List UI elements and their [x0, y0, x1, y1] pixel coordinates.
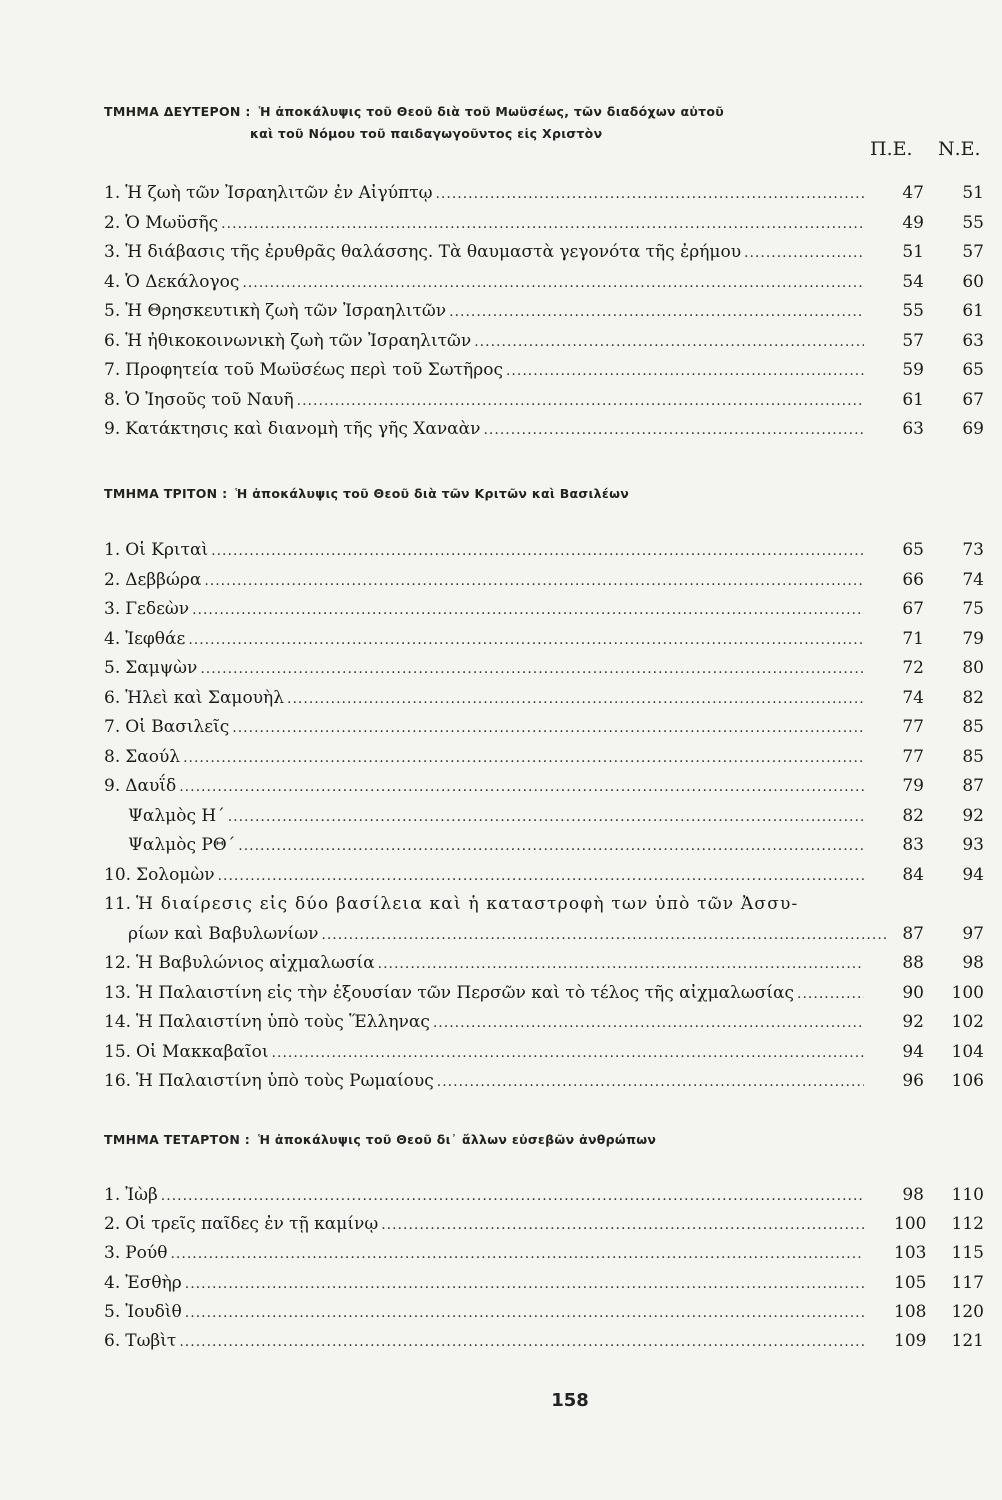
toc-entry: [104, 298, 984, 324]
page-ne: 80: [962, 658, 984, 678]
page-ne: 93: [962, 835, 984, 855]
toc-entry: [104, 1328, 984, 1354]
dot-leader: [204, 568, 864, 594]
dot-leader: [449, 299, 864, 325]
dot-leader: [433, 1010, 864, 1036]
page-ne: 63: [962, 330, 984, 351]
dot-leader: [297, 388, 864, 414]
entry-title: Κατάκτησις καὶ διανομὴ τῆς γῆς Χαναὰν: [125, 419, 481, 439]
page-pe: 82: [902, 805, 924, 826]
toc-entry: [104, 269, 984, 295]
entry-title: Ἡ ἠθικοκοινωνικὴ ζωὴ τῶν Ἰσραηλιτῶν: [125, 330, 472, 351]
dot-leader: [218, 863, 864, 889]
entry-number: 8.: [104, 389, 121, 410]
page-pe: 55: [902, 301, 924, 321]
page-pe: 59: [902, 360, 924, 380]
toc-entry: [104, 357, 984, 383]
entry-number: 5.: [104, 658, 121, 678]
toc-entry: [104, 1068, 984, 1094]
page-pe: 105: [894, 1272, 927, 1293]
entry-number: 2.: [104, 569, 121, 590]
entry-number: 13.: [104, 982, 132, 1003]
section-2-label: ΤΜΗΜΑ ΔΕΥΤΕΡΟΝ :: [104, 104, 251, 119]
column-header-pe: Π.Ε.: [870, 138, 913, 160]
page-ne: 61: [962, 301, 984, 321]
page-pe: 100: [894, 1214, 927, 1235]
dot-leader: [435, 181, 864, 207]
page-pe: 49: [902, 212, 924, 233]
entry-number: 9.: [104, 776, 121, 796]
entry-number: 5.: [104, 301, 121, 321]
entry-title: Ἡ Παλαιστίνη ὑπὸ τοὺς Ρωμαίους: [136, 1071, 434, 1091]
entry-title: Ἡ διαίρεσις εἰς δύο βασίλεια καὶ ἡ καταστροφὴ των ὑπὸ τῶν Ἀσσυ-: [136, 894, 799, 914]
entry-number: 5.: [104, 1301, 121, 1322]
dot-leader: [474, 329, 864, 355]
page-pe: 103: [894, 1243, 927, 1264]
page-ne: 82: [962, 687, 984, 708]
dot-leader: [238, 833, 864, 859]
section-4-header: [104, 1132, 940, 1147]
page-ne: 110: [951, 1185, 984, 1205]
entry-title: Ἰεφθάε: [125, 628, 186, 649]
dot-leader: [211, 538, 864, 564]
dot-leader: [185, 1300, 864, 1326]
entry-number: 1.: [104, 1185, 121, 1205]
page-pe: 87: [902, 923, 924, 944]
entry-title: Ἡ ζωὴ τῶν Ἰσραηλιτῶν ἐν Αἰγύπτῳ: [125, 183, 433, 203]
entry-title: Τωβὶτ: [125, 1331, 177, 1351]
dot-leader: [192, 597, 864, 623]
entry-title: Ψαλμὸς ΡΘ΄: [128, 835, 236, 855]
page-pe: 74: [902, 687, 924, 708]
toc-entry: [104, 980, 984, 1006]
entry-title: Δαυΐδ: [125, 776, 177, 796]
entry-number: 1.: [104, 183, 121, 203]
toc-entry: [104, 950, 984, 976]
toc-entry: [104, 1211, 984, 1237]
entry-title: Οἱ τρεῖς παῖδες ἐν τῇ καμίνῳ: [125, 1214, 379, 1235]
toc-entry: [104, 387, 984, 413]
entry-number: 8.: [104, 746, 121, 767]
section-3-label: ΤΜΗΜΑ ΤΡΙΤΟΝ :: [104, 486, 228, 501]
dot-leader: [161, 1183, 864, 1209]
toc-entry: [104, 596, 984, 622]
page-ne: 106: [951, 1071, 984, 1091]
page-pe: 98: [902, 1185, 924, 1205]
entry-title: Οἱ Βασιλεῖς: [125, 717, 230, 737]
page-pe: 94: [902, 1041, 924, 1062]
entry-title: Προφητεία τοῦ Μωϋσέως περὶ τοῦ Σωτῆρος: [125, 360, 503, 380]
entry-title: Ἰουδὶθ: [125, 1301, 182, 1322]
toc-subentry: [104, 803, 984, 829]
entry-number: 14.: [104, 1012, 132, 1032]
dot-leader: [170, 1241, 864, 1267]
toc-entry: [104, 744, 984, 770]
page-pe: 84: [902, 864, 924, 885]
page-ne: 74: [962, 569, 984, 590]
dot-leader: [287, 686, 864, 712]
page-pe: 65: [902, 540, 924, 560]
section-2-header: [104, 104, 940, 119]
entry-title: Οἱ Κριταὶ: [125, 540, 209, 560]
page-pe: 77: [902, 717, 924, 737]
page-pe: 71: [902, 628, 924, 649]
dot-leader: [321, 922, 888, 948]
page-ne: 104: [951, 1041, 984, 1062]
dot-leader: [378, 951, 864, 977]
toc-entry: [104, 862, 984, 888]
dot-leader: [242, 270, 864, 296]
entry-number: 2.: [104, 212, 121, 233]
entry-number: 4.: [104, 628, 121, 649]
page-ne: 97: [962, 923, 984, 944]
toc-entry: [104, 1299, 984, 1325]
section-2-title: Ἡ ἀποκάλυψις τοῦ Θεοῦ διὰ τοῦ Μωϋσέως, τῶν διαδόχων αὐτοῦ: [258, 104, 725, 119]
entry-title: Ἰὼβ: [125, 1185, 158, 1205]
page-number: 158: [551, 1390, 589, 1411]
toc-entry: [104, 714, 984, 740]
dot-leader: [506, 358, 864, 384]
dot-leader: [183, 745, 864, 771]
entry-title: Ρούθ: [125, 1243, 168, 1264]
entry-title: Ἡ Παλαιστίνη ὑπὸ τοὺς Ἕλληνας: [136, 1012, 430, 1032]
page-pe: 63: [902, 419, 924, 439]
dot-leader: [232, 715, 864, 741]
page-ne: 115: [951, 1243, 984, 1264]
page-ne: 69: [962, 419, 984, 439]
page-ne: 94: [962, 864, 984, 885]
page-ne: 55: [962, 212, 984, 233]
dot-leader: [797, 981, 864, 1007]
entry-number: 7.: [104, 717, 121, 737]
toc-entry: [104, 239, 984, 265]
page-pe: 51: [902, 242, 924, 262]
entry-number: 2.: [104, 1214, 121, 1235]
page-pe: 57: [902, 330, 924, 351]
dot-leader: [228, 804, 864, 830]
toc-entry: [104, 626, 984, 652]
entry-title: Ψαλμὸς Η΄: [128, 805, 225, 826]
toc-entry: [104, 773, 984, 799]
entry-title: Σαμψὼν: [125, 658, 198, 678]
dot-leader: [744, 240, 864, 266]
toc-entry: [104, 210, 984, 236]
entry-number: 3.: [104, 242, 121, 262]
entry-number: 10.: [104, 864, 132, 885]
entry-number: 4.: [104, 271, 121, 292]
page-ne: 60: [962, 271, 984, 292]
dot-leader: [272, 1040, 864, 1066]
entry-number: 3.: [104, 599, 121, 619]
page-ne: 85: [962, 717, 984, 737]
entry-title: Σολομὼν: [136, 864, 215, 885]
entry-title: Ἡ Παλαιστίνη εἰς τὴν ἐξουσίαν τῶν Περσῶν καὶ τὸ τέλος τῆς αἰχμαλωσίας: [136, 982, 795, 1003]
page-ne: 85: [962, 746, 984, 767]
toc-entry: [104, 891, 984, 917]
entry-number: 12.: [104, 953, 132, 973]
page-pe: 96: [902, 1071, 924, 1091]
page-ne: 79: [962, 628, 984, 649]
toc-entry: [104, 1039, 984, 1065]
entry-number: 11.: [104, 894, 132, 914]
entry-number: 16.: [104, 1071, 132, 1091]
dot-leader: [179, 774, 864, 800]
page-pe: 83: [902, 835, 924, 855]
page-ne: 51: [962, 183, 984, 203]
toc-entry: [104, 685, 984, 711]
entry-title: Ἡ Θρησκευτικὴ ζωὴ τῶν Ἰσραηλιτῶν: [125, 301, 447, 321]
entry-title: Ἡλεὶ καὶ Σαμουὴλ: [125, 687, 285, 708]
dot-leader: [185, 1271, 864, 1297]
entry-number: 6.: [104, 687, 121, 708]
dot-leader: [221, 211, 864, 237]
page-pe: 54: [902, 271, 924, 292]
page-pe: 77: [902, 746, 924, 767]
page-pe: 108: [894, 1301, 927, 1322]
page-ne: 67: [962, 389, 984, 410]
entry-number: 7.: [104, 360, 121, 380]
toc-entry: [104, 1009, 984, 1035]
toc-entry: [104, 180, 984, 206]
page-pe: 79: [902, 776, 924, 796]
entry-number: 9.: [104, 419, 121, 439]
toc-entry: [104, 1182, 984, 1208]
entry-title: Ἐσθὴρ: [125, 1272, 182, 1293]
page-ne: 65: [962, 360, 984, 380]
entry-title: Οἱ Μακκαβαῖοι: [136, 1041, 269, 1062]
page-pe: 67: [902, 599, 924, 619]
dot-leader: [179, 1329, 864, 1355]
toc-entry: [104, 416, 984, 442]
toc-subentry: [104, 832, 984, 858]
page-ne: 112: [951, 1214, 984, 1235]
page-ne: 102: [951, 1012, 984, 1032]
page-ne: 100: [951, 982, 984, 1003]
column-header-ne: Ν.Ε.: [938, 138, 981, 160]
entry-title: Ἡ Βαβυλώνιος αἰχμαλωσία: [136, 953, 375, 973]
dot-leader: [381, 1212, 864, 1238]
page-ne: 75: [962, 599, 984, 619]
page-pe: 88: [902, 953, 924, 973]
page-ne: 92: [962, 805, 984, 826]
page-pe: 90: [902, 982, 924, 1003]
entry-title: Ὁ Μωϋσῆς: [125, 212, 219, 233]
entry-title: Ὁ Ἰησοῦς τοῦ Ναυῆ: [125, 389, 294, 410]
entry-title: Ἡ διάβασις τῆς ἐρυθρᾶς θαλάσσης. Τὰ θαυμαστὰ γεγονότα τῆς ἐρήμου: [125, 242, 742, 262]
page-pe: 47: [902, 183, 924, 203]
entry-title: Σαούλ: [125, 746, 181, 767]
section-4-label: ΤΜΗΜΑ ΤΕΤΑΡΤΟΝ :: [104, 1132, 251, 1147]
page-ne: 87: [962, 776, 984, 796]
page-pe: 109: [894, 1331, 927, 1351]
entry-title: Γεδεὼν: [125, 599, 190, 619]
entry-number: 1.: [104, 540, 121, 560]
section-3-title: Ἡ ἀποκάλυψις τοῦ Θεοῦ διὰ τῶν Κριτῶν καὶ Βασιλέων: [235, 486, 630, 501]
page-ne: 121: [951, 1331, 984, 1351]
dot-leader: [437, 1069, 864, 1095]
toc-entry: [104, 328, 984, 354]
toc-entry: [104, 655, 984, 681]
toc-entry-continuation: [104, 921, 984, 947]
page-ne: 117: [951, 1272, 984, 1293]
page-pe: 92: [902, 1012, 924, 1032]
page-ne: 120: [951, 1301, 984, 1322]
page-pe: 66: [902, 569, 924, 590]
page-pe: 72: [902, 658, 924, 678]
toc-entry: [104, 537, 984, 563]
entry-number: 6.: [104, 1331, 121, 1351]
entry-title: Δεββώρα: [125, 569, 202, 590]
section-3-header: [104, 486, 940, 501]
toc-entry: [104, 1240, 984, 1266]
page-ne: 73: [962, 540, 984, 560]
dot-leader: [200, 656, 864, 682]
toc-entry: [104, 567, 984, 593]
toc-entry: [104, 1270, 984, 1296]
entry-title: Ὁ Δεκάλογος: [125, 271, 240, 292]
entry-number: 15.: [104, 1041, 132, 1062]
section-2-title-line2: καὶ τοῦ Νόμου τοῦ παιδαγωγοῦντος εἰς Χριστὸν: [250, 126, 603, 141]
entry-number: 6.: [104, 330, 121, 351]
page-pe: 61: [902, 389, 924, 410]
dot-leader: [188, 627, 864, 653]
entry-title-continuation: ρίων καὶ Βαβυλωνίων: [128, 923, 319, 944]
entry-number: 4.: [104, 1272, 121, 1293]
entry-number: 3.: [104, 1243, 121, 1264]
page-ne: 98: [962, 953, 984, 973]
page-ne: 57: [962, 242, 984, 262]
dot-leader: [483, 417, 864, 443]
section-4-title: Ἡ ἀποκάλυψις τοῦ Θεοῦ δι᾽ ἄλλων εὐσεβῶν ἀνθρώπων: [258, 1132, 657, 1147]
